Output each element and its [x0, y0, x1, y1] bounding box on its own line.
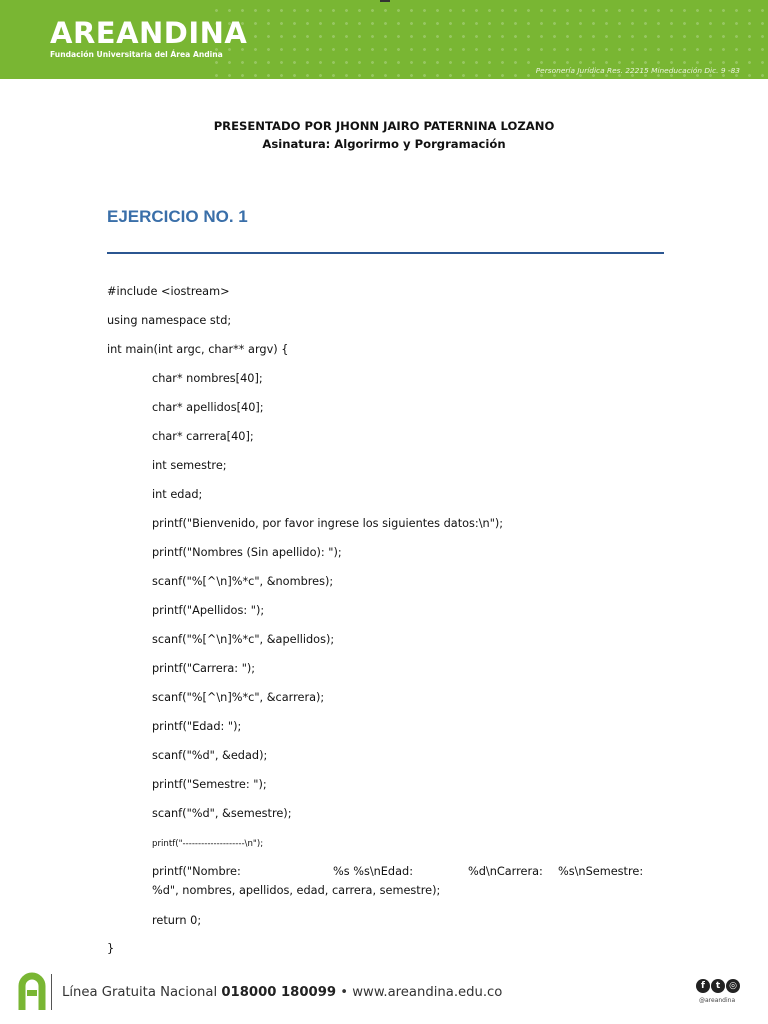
social-icons [696, 979, 741, 997]
code-line: int semestre; [152, 459, 227, 472]
bullet-separator: • [340, 985, 349, 1000]
code-line: printf("Nombres (Sin apellido): "); [152, 546, 342, 559]
social-handle: @areandina [699, 997, 736, 1004]
code-line-segment: %s %s\nEdad: [333, 865, 414, 878]
code-line: using namespace std; [107, 314, 232, 327]
exercise-heading: EJERCICIO NO. 1 [107, 207, 248, 226]
page-top-mark [380, 0, 390, 2]
footer-separator [51, 974, 52, 1010]
code-line: scanf("%d", &edad); [152, 749, 268, 762]
code-line: scanf("%[^\n]%*c", &carrera); [152, 691, 325, 704]
code-line: } [107, 942, 115, 955]
instagram-icon[interactable]: ◎ [726, 979, 740, 993]
code-line: char* nombres[40]; [152, 372, 263, 385]
legal-note: Personería Jurídica Res. 22215 Mineducación Dic. 9 -83 [535, 66, 740, 75]
brand-logo: AREANDINA [50, 16, 248, 50]
code-line: printf("Carrera: "); [152, 662, 256, 675]
website-link[interactable]: www.areandina.edu.co [352, 985, 503, 1000]
code-line: scanf("%[^\n]%*c", &nombres); [152, 575, 334, 588]
facebook-icon[interactable]: f [696, 979, 710, 993]
presenter-line: PRESENTADO POR JHONN JAIRO PATERNINA LOZANO [213, 119, 555, 133]
areandina-a-logo-icon [18, 970, 46, 1015]
hotline-label: Línea Gratuita Nacional [62, 985, 218, 1000]
footer-contact [62, 985, 502, 1000]
code-line: printf("--------------------\n"); [152, 839, 264, 849]
code-line-segment: %d\nCarrera: [468, 865, 543, 878]
code-line: char* carrera[40]; [152, 430, 254, 443]
hotline-number: 018000 180099 [221, 985, 337, 1000]
code-line: #include <iostream> [107, 285, 230, 298]
code-line: int edad; [152, 488, 203, 501]
code-line-segment: printf("Nombre: [152, 865, 241, 878]
heading-rule [107, 252, 664, 254]
code-line: scanf("%[^\n]%*c", &apellidos); [152, 633, 335, 646]
code-line: scanf("%d", &semestre); [152, 807, 292, 820]
code-line: printf("Semestre: "); [152, 778, 267, 791]
code-line: printf("Bienvenido, por favor ingrese los siguientes datos:\n"); [152, 517, 504, 530]
subject-line: Asinatura: Algorirmo y Porgramación [262, 137, 506, 151]
code-line: return 0; [152, 914, 202, 927]
code-line: int main(int argc, char** argv) { [107, 343, 289, 356]
brand-subtitle: Fundación Universitaria del Área Andina [50, 50, 223, 59]
code-line: printf("Edad: "); [152, 720, 242, 733]
code-line: printf("Apellidos: "); [152, 604, 265, 617]
code-line-segment: %s\nSemestre: [558, 865, 644, 878]
header-banner [0, 0, 768, 79]
code-line-segment: %d", nombres, apellidos, edad, carrera, semestre); [152, 884, 441, 897]
code-line: char* apellidos[40]; [152, 401, 264, 414]
twitter-icon[interactable]: t [711, 979, 725, 993]
